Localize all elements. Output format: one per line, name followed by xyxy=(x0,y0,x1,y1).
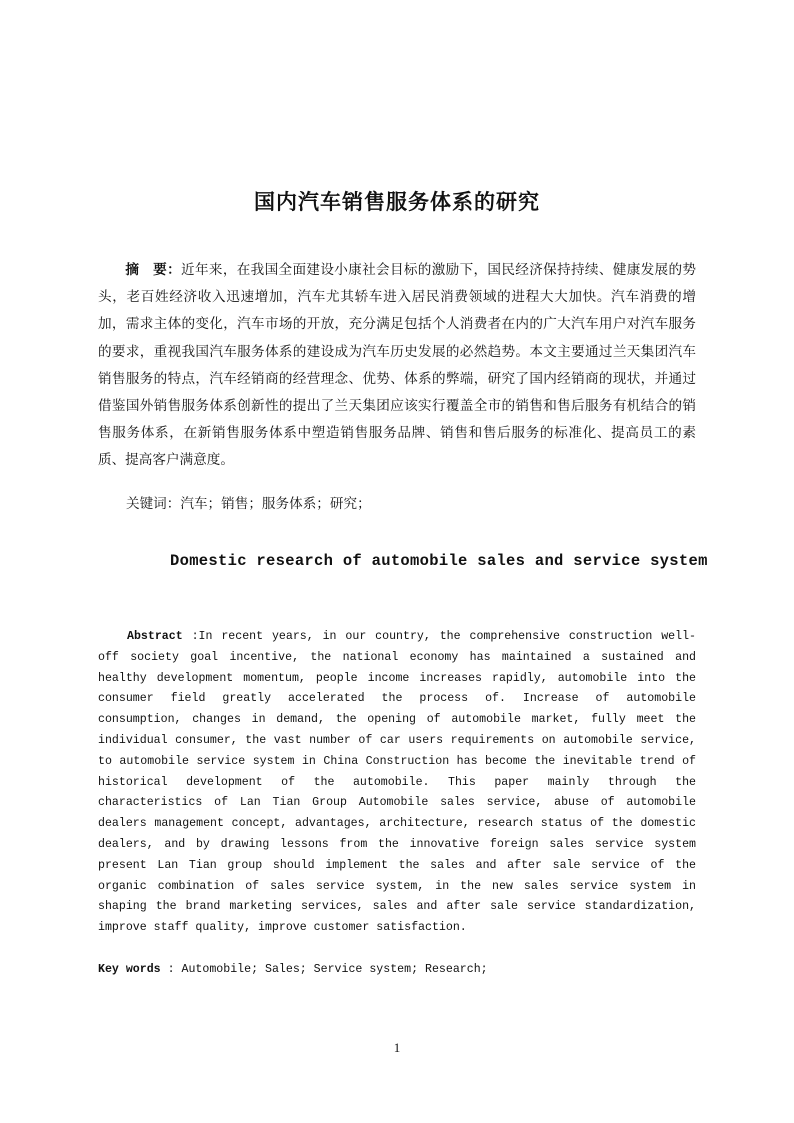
english-title: Domestic research of automobile sales and service system xyxy=(170,552,708,570)
english-abstract-text: :In recent years, in our country, the comprehensive construction well-off society goal incentive, the national economy has maintained a sustained and healthy development momentum, people income increases rapidly, automobile into the consumer field greatly accelerated the process of. Increase of automobile consumption, changes in demand, the opening of automobile market, fully meet the individual consumer, the vast number of car users requirements on automobile service, to automobile service system in China Construction has become the inevitable trend of historical development of the automobile. This paper mainly through the characteristics of Lan Tian Group Automobile sales service, abuse of automobile dealers management concept, advantages, architecture, research status of the domestic dealers, and by drawing lessons from the innovative foreign sales service system present Lan Tian group should implement the sales and after sale service of the organic combination of sales service system, in the new sales service system in shaping the brand marketing services, sales and after sale service standardization, improve staff quality, improve customer satisfaction. xyxy=(98,630,696,935)
english-keywords xyxy=(98,960,696,980)
english-abstract-label: Abstract xyxy=(127,630,183,643)
english-keywords-label: Key words xyxy=(98,963,161,976)
chinese-abstract-text: 近年来，在我国全面建设小康社会目标的激励下，国民经济保持持续、健康发展的势头，老百姓经济收入迅速增加，汽车尤其轿车进入居民消费领域的进程大大加快。汽车消费的增加，需求主体的变化，汽车市场的开放，充分满足包括个人消费者在内的广大汽车用户对汽车服务的要求，重视我国汽车服务体系的建设成为汽车历史发展的必然趋势。本文主要通过兰天集团汽车销售服务的特点，汽车经销商的经营理念、优势、体系的弊端，研究了国内经销商的现状，并通过借鉴国外销售服务体系创新性的提出了兰天集团应该实行覆盖全市的销售和售后服务有机结合的销售服务体系，在新销售服务体系中塑造销售服务品牌、销售和售后服务的标准化、提高员工的素质、提高客户满意度。 xyxy=(98,262,697,469)
english-keywords-text: : Automobile; Sales; Service system; Research; xyxy=(160,963,488,976)
chinese-abstract-label: 摘 要： xyxy=(125,262,182,278)
english-abstract xyxy=(98,627,696,939)
page-number: 1 xyxy=(393,1040,401,1055)
chinese-abstract xyxy=(98,257,696,475)
chinese-title: 国内汽车销售服务体系的研究 xyxy=(254,190,540,214)
chinese-keywords: 关键词：汽车；销售；服务体系；研究； xyxy=(126,496,371,512)
